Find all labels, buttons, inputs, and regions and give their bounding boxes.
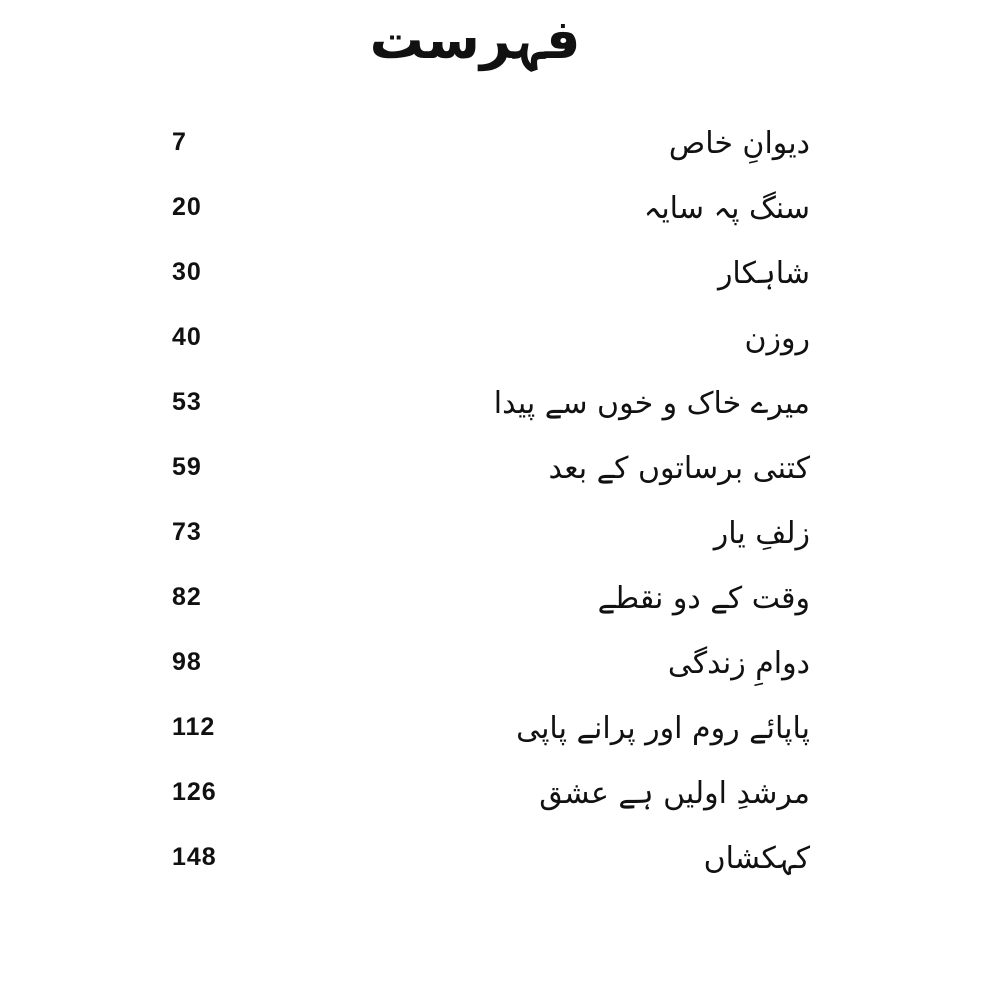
- toc-entry-page: 73: [172, 518, 202, 546]
- toc-entry-title: وقت کے دو نقطے: [597, 581, 810, 616]
- toc-entry-page: 53: [172, 388, 202, 416]
- toc-entry-title: مرشدِ اولیں ہے عشق: [539, 776, 810, 811]
- toc-entry-title: پاپائے روم اور پرانے پاپی: [516, 711, 810, 746]
- toc-entry-page: 126: [172, 778, 217, 806]
- toc-entry-page: 20: [172, 193, 202, 221]
- toc-entry-page: 112: [172, 713, 216, 741]
- toc-entry-page: 30: [172, 258, 202, 286]
- toc-entry-title: زلفِ یار: [713, 516, 810, 551]
- toc-entry-title: شاہکار: [717, 256, 810, 291]
- toc-entry: [0, 500, 1000, 566]
- toc-entry: [0, 565, 1000, 631]
- toc-entry-title: روزن: [744, 321, 810, 356]
- toc-entry: [0, 825, 1000, 891]
- toc-entry-title: دوامِ زندگی: [667, 646, 810, 681]
- toc-entry-page: 59: [172, 453, 202, 481]
- toc-entry: [0, 760, 1000, 826]
- toc-entry: [0, 630, 1000, 696]
- toc-entry-page: 148: [172, 843, 217, 871]
- toc-entry-title: میرے خاک و خوں سے پیدا: [493, 386, 810, 421]
- toc-entry-title: دیوانِ خاص: [668, 126, 810, 161]
- toc-list: [0, 110, 1000, 1000]
- toc-entry: [0, 695, 1000, 761]
- toc-entry: [0, 175, 1000, 241]
- toc-entry: [0, 240, 1000, 306]
- toc-entry-title: سنگ پہ سایہ: [643, 191, 810, 226]
- page-title: فہرست: [369, 8, 581, 71]
- toc-entry-title: کتنی برساتوں کے بعد: [548, 451, 810, 486]
- toc-entry-page: 82: [172, 583, 202, 611]
- toc-entry: [0, 370, 1000, 436]
- toc-entry-page: 7: [172, 128, 187, 156]
- toc-entry-title: کہکشاں: [703, 841, 810, 876]
- toc-entry: [0, 305, 1000, 371]
- toc-entry-page: 40: [172, 323, 202, 351]
- toc-entry: [0, 435, 1000, 501]
- toc-entry-page: 98: [172, 648, 202, 676]
- toc-entry: [0, 110, 1000, 176]
